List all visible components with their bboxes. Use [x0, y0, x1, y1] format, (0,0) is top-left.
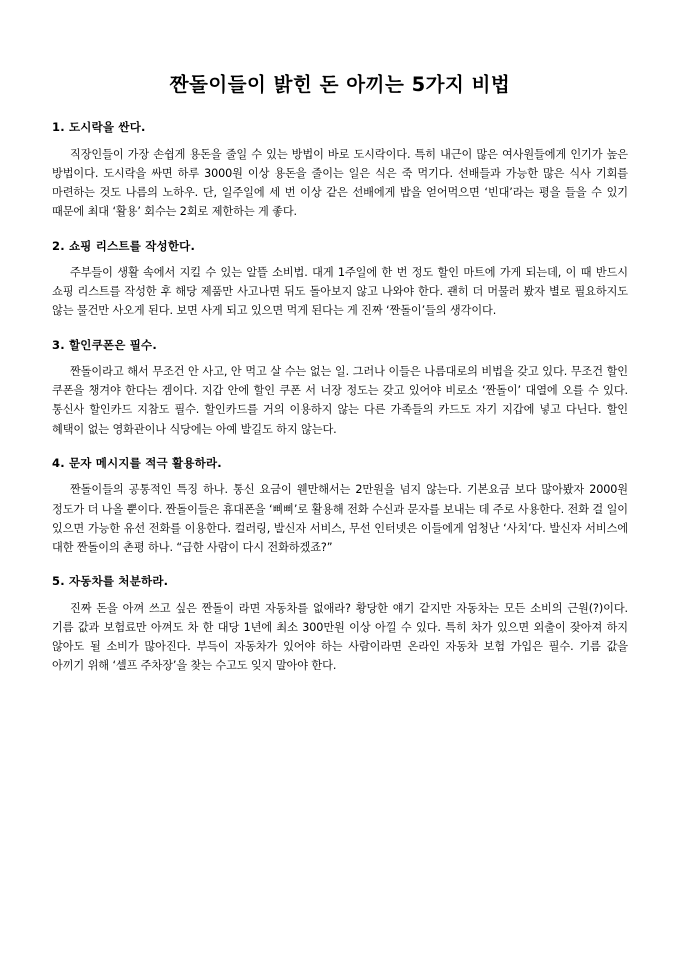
section-5: [52, 573, 628, 675]
section-1-heading: 1. 도시락을 싼다.: [52, 120, 146, 135]
section-4-body: 짠돌이들의 공통적인 특징 하나. 통신 요금이 웬만해서는 2만원을 넘지 않는다. 기본요금 보다 많아봤자 2000원 정도가 더 나올 뿐이다. 짠돌이들은 휴대폰을 ‘삐삐’로 활용해 전화 수신과 문자를 보내는 데 주로 사용한다. 전화 걸 일이 있으면 가능한 유선 전화를 이용한다. 컬러링, 발신자 서비스, 무선 인터넷은 이들에게 엄청난 ‘사치’다. 발신자 서비스에 대한 짠돌이의 촌평 하나. “급한 사람이 다시 전화하겠죠?”: [52, 483, 628, 555]
page-title: 짠돌이들이 밝힌 돈 아끼는 5가지 비법: [169, 73, 511, 96]
section-4: [52, 455, 628, 557]
section-1-body: 직장인들이 가장 손쉽게 용돈을 줄일 수 있는 방법이 바로 도시락이다. 특히 내근이 많은 여사원들에게 인기가 높은 방법이다. 도시락을 싸면 하루 3000원 이상 용돈을 줄이는 일은 식은 죽 먹기다. 선배들과 가능한 많은 식사 기회를 마련하는 것도 나름의 노하우. 단, 일주일에 세 번 이상 같은 선배에게 밥을 얻어먹으면 ‘빈대’라는 평을 들을 수 있기 때문에 최대 ‘활용’ 회수는 2회로 제한하는 게 좋다.: [52, 147, 628, 219]
section-3-heading: 3. 할인쿠폰은 필수.: [52, 337, 157, 352]
section-2: [52, 238, 628, 321]
section-3: [52, 337, 628, 439]
section-5-heading: 5. 자동차를 처분하라.: [52, 574, 169, 589]
section-3-body: 짠돌이라고 해서 무조건 안 사고, 안 먹고 살 수는 없는 일. 그러나 이들은 나름대로의 비법을 갖고 있다. 무조건 할인 쿠폰을 챙겨야 한다는 겜이다. 지갑 안에 할인 쿠폰 서 너장 정도는 갖고 있어야 비로소 ‘짠돌이’ 대열에 오를 수 있다. 통신사 할인카드 지참도 필수. 할인카드를 거의 이용하지 않는 다른 가족들의 카드도 자기 지갑에 넣고 다닌다. 할인 혜택이 없는 영화관이나 식당에는 아예 발길도 하지 않는다.: [52, 364, 628, 436]
section-5-body: 진짜 돈을 아껴 쓰고 싶은 짠돌이 라면 자동차를 없애라? 황당한 얘기 같지만 자동차는 모든 소비의 근원(?)이다. 기름 값과 보험료만 아껴도 차 한 대당 1년에 최소 300만원 이상 아낄 수 있다. 특히 차가 있으면 외출이 잦아져 하지 않아도 될 소비가 많아진다. 부득이 자동차가 있어야 하는 사람이라면 온라인 자동차 보험 가입은 필수. 기름 값을 아끼기 위해 ‘셀프 주차장’을 찾는 수고도 잊지 말아야 한다.: [52, 601, 628, 673]
section-4-heading: 4. 문자 메시지를 적극 활용하라.: [52, 456, 222, 471]
section-2-body: 주부들이 생활 속에서 지킬 수 있는 알뜰 소비법. 대게 1주일에 한 번 정도 할인 마트에 가게 되는데, 이 때 반드시 쇼핑 리스트를 작성한 후 해당 제품만 사고나면 뒤도 돌아보지 않고 나와야 한다. 괜히 더 머물러 봤자 별로 필요하지도 않는 물건만 사오게 된다. 보면 사게 되고 있으면 먹게 된다는 게 진짜 ‘짠돌이’들의 생각이다.: [52, 265, 628, 318]
section-2-heading: 2. 쇼핑 리스트를 작성한다.: [52, 238, 196, 253]
section-1: [52, 119, 628, 221]
